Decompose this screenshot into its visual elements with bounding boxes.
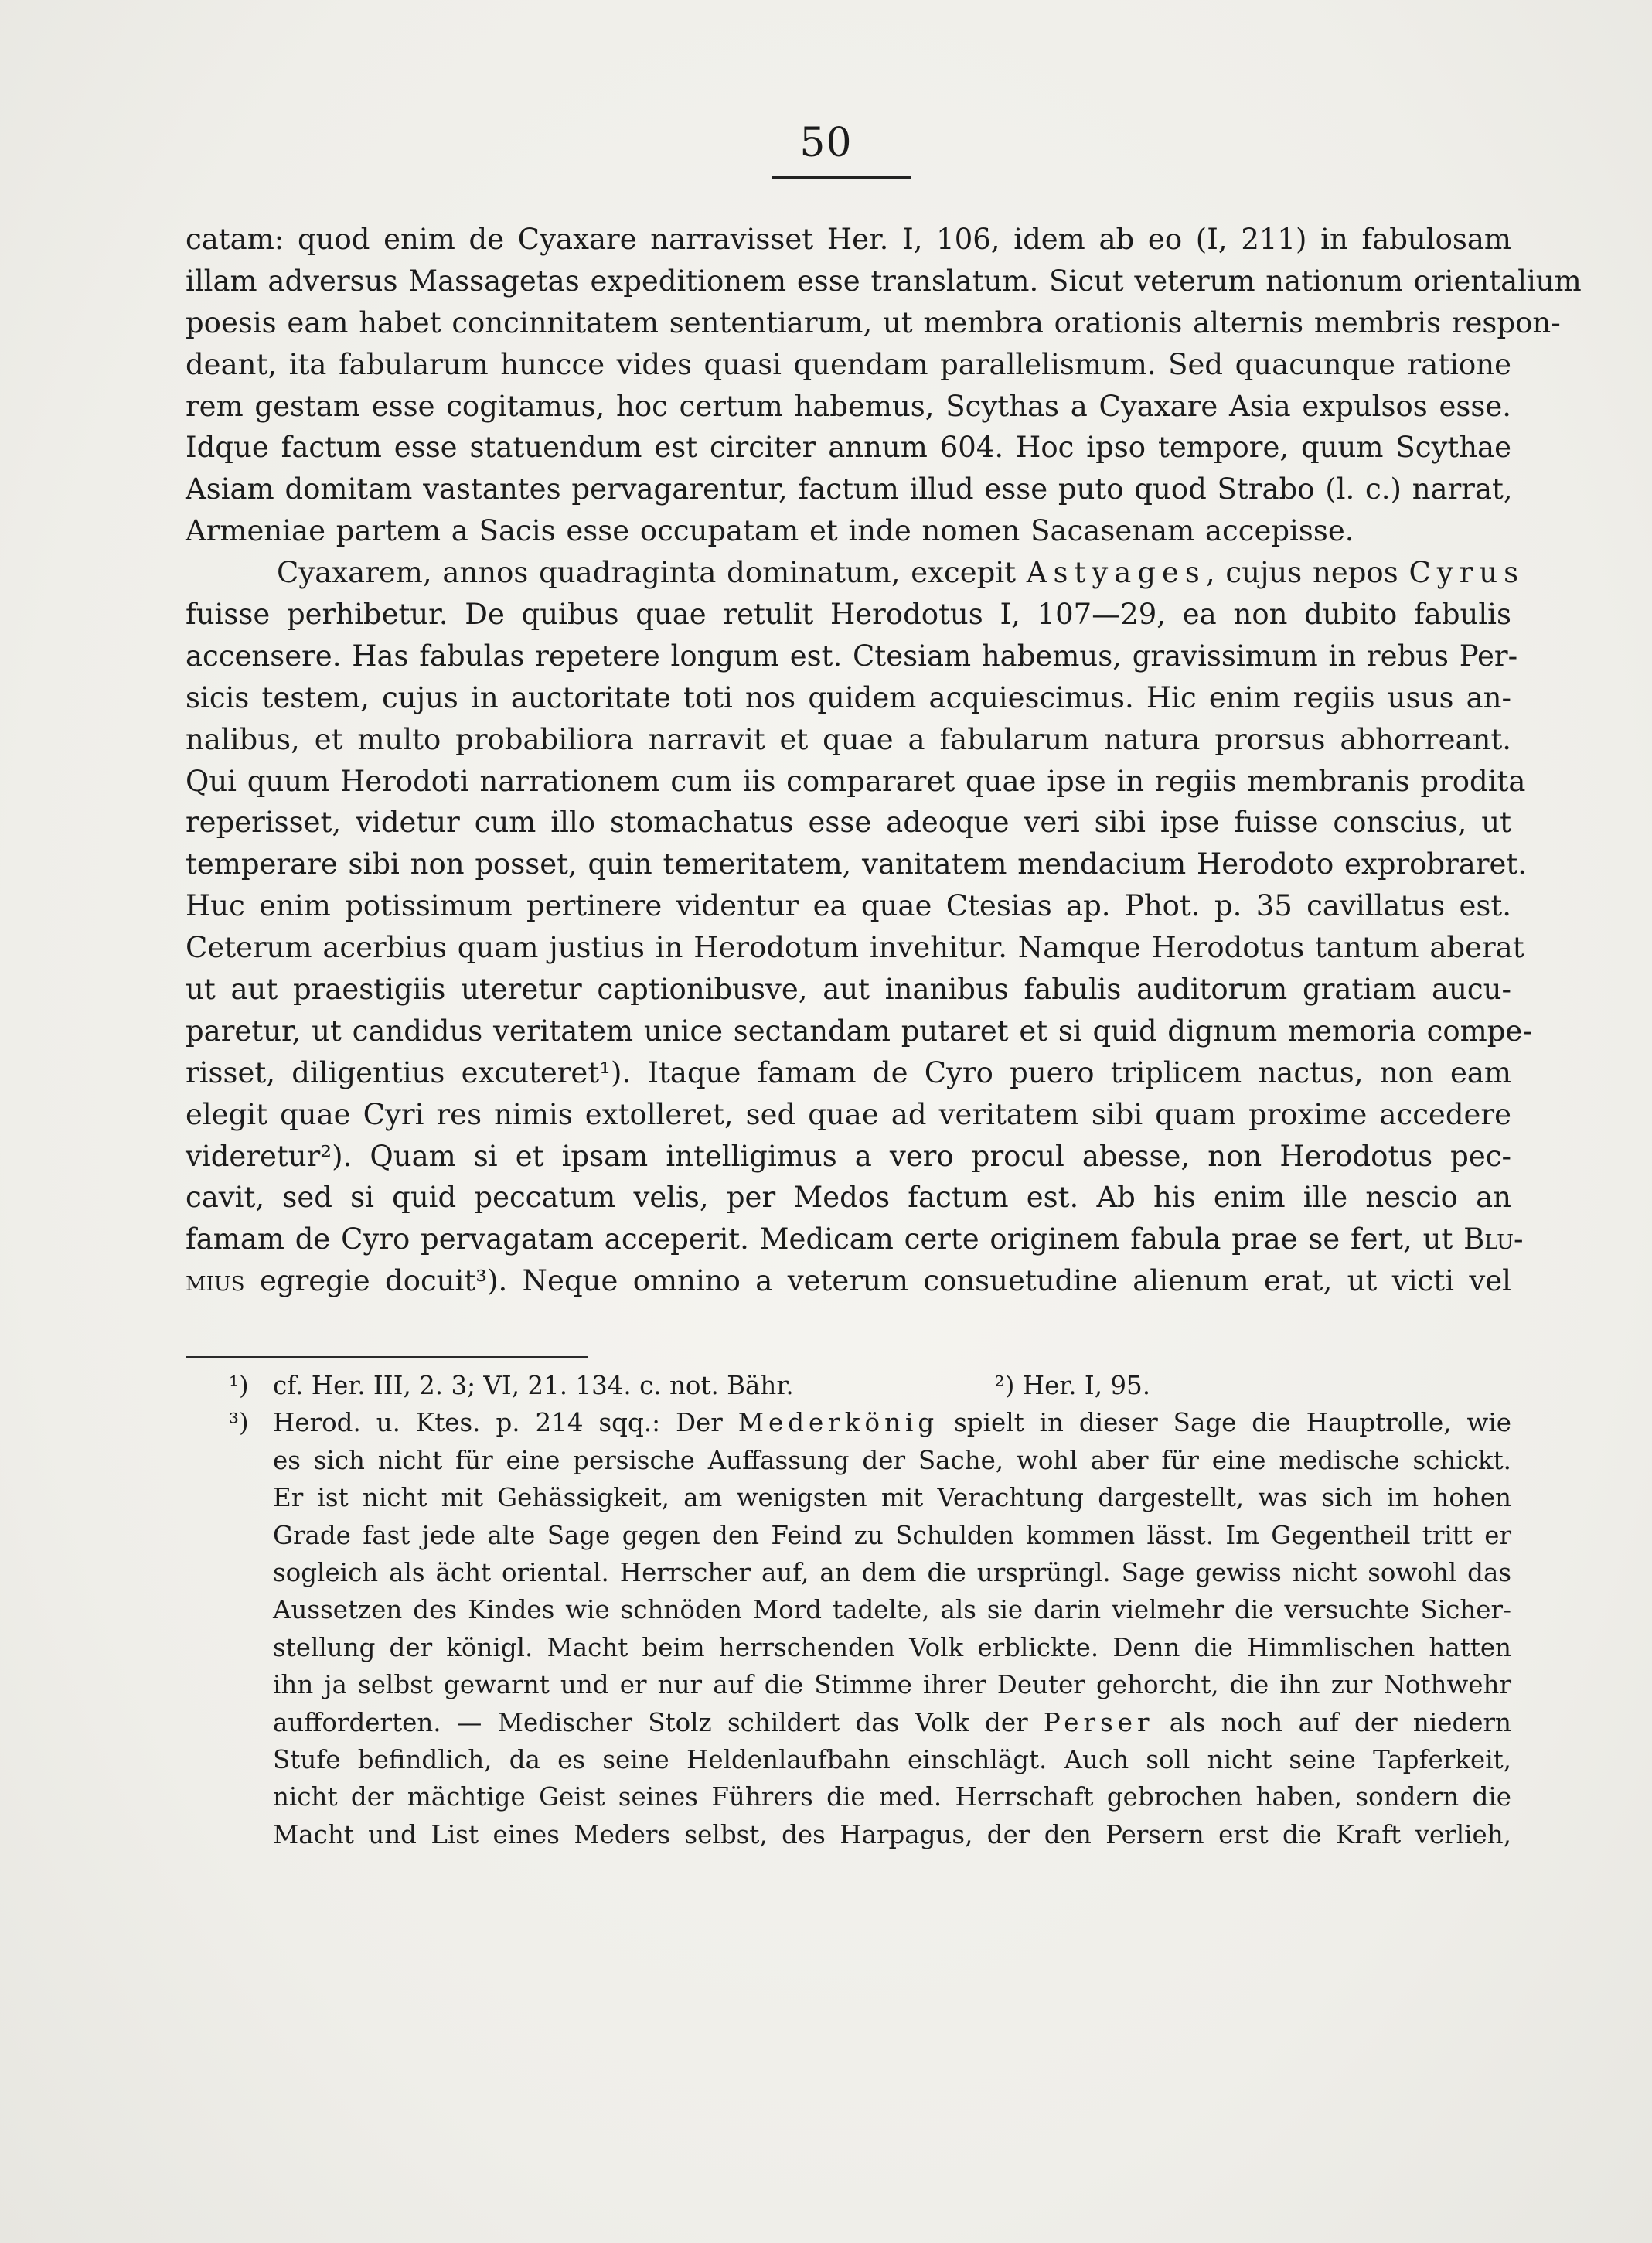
text-line: reperisset, videtur cum illo stomachatus esse adeoque veri sibi ipse fuisse conscius, ut (186, 806, 1511, 840)
footnote-marker: ¹) (229, 1371, 249, 1400)
text-line (186, 1219, 1524, 1260)
footnote-rule (186, 1356, 588, 1358)
text-segment: egregie docuit³). Neque omnino a veterum consuetudine alienum erat, ut victi vel (244, 1264, 1511, 1298)
text-line: elegit quae Cyri res nimis extolleret, sed quae ad veritatem sibi quam proxime accedere (186, 1097, 1511, 1131)
page-number: 50 (799, 120, 853, 166)
footnote-3-line: stellung der königl. Macht beim herrschenden Volk erblickte. Denn die Himmlischen hatten (273, 1632, 1511, 1662)
footnotes (186, 1367, 1511, 1853)
text-line: Qui quum Herodoti narrationem cum iis compararet quae ipse in regiis membranis prodita (186, 764, 1526, 798)
name-blumius-end: mius (186, 1264, 245, 1298)
name-astyages: Astyages (1026, 556, 1206, 590)
footnote-3-line (186, 1704, 1511, 1741)
page-number-rule (772, 176, 911, 179)
footnote-1-text: cf. Her. III, 2. 3; VI, 21. 134. c. not. Bähr. (273, 1371, 794, 1400)
footnote-3-line: Er ist nicht mit Gehässigkeit, am wenigsten mit Verachtung dargestellt, was sich im hohen (273, 1483, 1511, 1513)
text-line: rem gestam esse cogitamus, hoc certum habemus, Scythas a Cyaxare Asia expulsos esse. (186, 389, 1511, 423)
text-line: paretur, ut candidus veritatem unice sectandam putaret et si quid dignum memoria compe- (186, 1014, 1532, 1048)
footnote-3-line: Stufe befindlich, da es seine Heldenlaufbahn einschlägt. Auch soll nicht seine Tapferkeit, (273, 1744, 1511, 1774)
footnote-3-line: es sich nicht für eine persische Auffassung der Sache, wohl aber für eine medische schickt. (273, 1445, 1511, 1475)
text-segment: Herod. u. Ktes. p. 214 sqq.: Der (273, 1408, 738, 1438)
footnote-3-line: sogleich als ächt oriental. Herrscher auf, an dem die ursprüngl. Sage gewiss nicht sowohl das (273, 1557, 1511, 1587)
text-segment: famam de Cyro pervagatam acceperit. Medicam certe originem fabula prae se fert, ut (186, 1222, 1464, 1256)
footnote-3-line: Aussetzen des Kindes wie schnöden Mord tadelte, als sie darin vielmehr die versuchte Sicher- (273, 1595, 1511, 1625)
text-segment: Cyaxarem, annos quadraginta dominatum, excepit (277, 556, 1027, 590)
text-line: Idque factum esse statuendum est circiter annum 604. Hoc ipso tempore, quum Scythae (186, 431, 1511, 465)
text-line: Ceterum acerbius quam justius in Herodotum invehitur. Namque Herodotus tantum aberat (186, 931, 1524, 965)
text-line (186, 1260, 1511, 1302)
name-cyrus: Cyrus (1408, 556, 1525, 590)
text-line: deant, ita fabularum huncce vides quasi quendam parallelismum. Sed quacunque ratione (186, 347, 1511, 381)
text-line: Asiam domitam vastantes pervagarentur, factum illud esse puto quod Strabo (l. c.) narrat, (186, 472, 1513, 506)
text-segment: , cujus nepos (1205, 556, 1409, 590)
text-line: risset, diligentius excuteret¹). Itaque famam de Cyro puero triplicem nactus, non eam (186, 1055, 1511, 1089)
spaced-term: Mederkönig (737, 1408, 939, 1438)
text-line: videretur²). Quam si et ipsam intelligimus a vero procul abesse, non Herodotus pec- (186, 1139, 1511, 1173)
text-line-paragraph-start (186, 552, 1525, 594)
spaced-term: Perser (1043, 1707, 1154, 1737)
main-text (186, 219, 1582, 1302)
footnote-3-line: nicht der mächtige Geist seines Führers die med. Herrschaft gebrochen haben, sondern die (273, 1782, 1511, 1812)
footnote-marker: ³) (229, 1408, 249, 1438)
footnote-line-1-2 (186, 1367, 1511, 1404)
text-line: sicis testem, cujus in auctoritate toti nos quidem acquiescimus. Hic enim regiis usus an- (186, 680, 1511, 714)
text-line: fuisse perhibetur. De quibus quae retulit Herodotus I, 107—29, ea non dubito fabulis (186, 598, 1511, 632)
text-line: cavit, sed si quid peccatum velis, per Medos factum est. Ab his enim ille nescio an (186, 1181, 1511, 1215)
footnote-2-text: Her. I, 95. (1022, 1371, 1151, 1400)
text-line: temperare sibi non posset, quin temeritatem, vanitatem mendacium Herodoto exprobraret. (186, 847, 1528, 881)
text-segment: spielt in dieser Sage die Hauptrolle, wie (938, 1408, 1511, 1438)
text-line: Armeniae partem a Sacis esse occupatam et inde nomen Sacasenam accepisse. (186, 514, 1354, 548)
text-line: ut aut praestigiis uteretur captionibusve, aut inanibus fabulis auditorum gratiam aucu- (186, 973, 1511, 1007)
text-line: illam adversus Massagetas expeditionem esse translatum. Sicut veterum nationum orientalium (186, 264, 1582, 298)
footnote-3-line: ihn ja selbst gewarnt und er nur auf die Stimme ihrer Deuter gehorcht, die ihn zur Nothwehr (273, 1670, 1511, 1700)
text-line: accensere. Has fabulas repetere longum est. Ctesiam habemus, gravissimum in rebus Per- (186, 639, 1518, 673)
footnote-marker: ²) (994, 1371, 1015, 1400)
footnote-3-line: Macht und List eines Meders selbst, des Harpagus, der den Persern erst die Kraft verlieh, (273, 1819, 1511, 1849)
text-line: poesis eam habet concinnitatem sententiarum, ut membra orationis alternis membris respon- (186, 305, 1561, 339)
text-line: catam: quod enim de Cyaxare narravisset Her. I, 106, idem ab eo (I, 211) in fabulosam (186, 223, 1511, 256)
text-line: nalibus, et multo probabiliora narravit et quae a fabularum natura prorsus abhorreant. (186, 722, 1511, 756)
text-line: Huc enim potissimum pertinere videntur ea quae Ctesias ap. Phot. p. 35 cavillatus est. (186, 889, 1511, 923)
text-segment: aufforderten. — Medischer Stolz schildert das Volk der (273, 1707, 1044, 1737)
footnote-3-line: Grade fast jede alte Sage gegen den Feind zu Schulden kommen lässt. Im Gegentheil tritt er (273, 1520, 1511, 1550)
text-segment: als noch auf der niedern (1153, 1707, 1511, 1737)
footnote-3-line (186, 1404, 1511, 1441)
name-blumius-start: Blu- (1463, 1222, 1524, 1256)
